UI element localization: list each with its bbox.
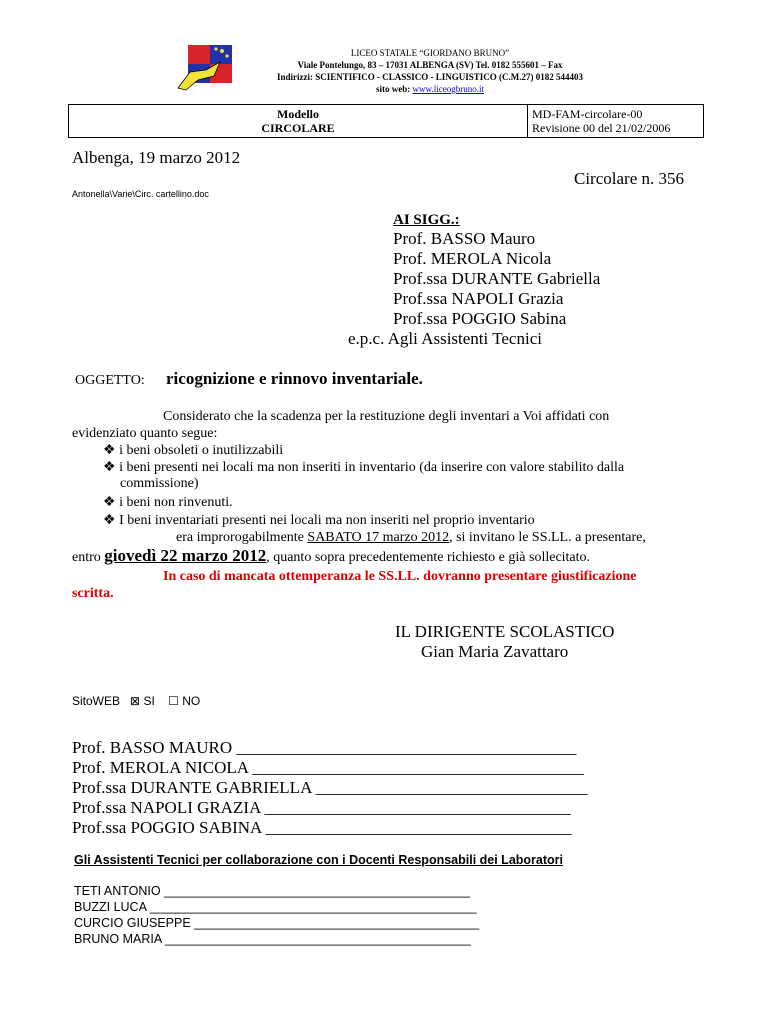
list-item: ❖ i beni presenti nei locali ma non inseriti in inventario (da inserire con valore stabilito dalla: [103, 460, 625, 475]
assistente-line: BUZZI LUCA _______________________________________________: [74, 900, 477, 914]
school-address: Viale Pontelungo, 83 – 17031 ALBENGA (SV) Tel. 0182 555601 – Fax: [297, 60, 563, 70]
list-item: ❖ i beni non rinvenuti.: [103, 495, 233, 510]
list-item: ❖ I beni inventariati presenti nei locali ma non inseriti nel proprio inventario: [103, 513, 535, 528]
signature-line: Prof.ssa POGGIO SABINA ____________________________________: [72, 818, 572, 837]
assistente-line: BRUNO MARIA ____________________________________________: [74, 932, 471, 946]
recipient-name: Prof.ssa DURANTE Gabriella: [393, 269, 601, 288]
signature-name: Gian Maria Zavattaro: [421, 642, 569, 661]
entro-line: entro giovedì 22 marzo 2012, quanto sopra precedentemente richiesto e già sollecitato.: [72, 546, 591, 565]
assistente-line: CURCIO GIUSEPPE _________________________________________: [74, 916, 480, 930]
recipient-name: Prof. MEROLA Nicola: [393, 249, 552, 268]
signature-line: Prof. MEROLA NICOLA _______________________________________: [72, 758, 584, 777]
assistenti-heading: Gli Assistenti Tecnici per collaborazione con i Docenti Responsabili dei Laboratori: [74, 853, 563, 867]
recipients-heading: AI SIGG.:: [393, 212, 460, 228]
file-path: Antonella\Varie\Circ. cartellino.doc: [72, 189, 209, 199]
diamond-bullet-icon: ❖: [103, 460, 116, 475]
oggetto-text: ricognizione e rinnovo inventariale.: [166, 369, 423, 388]
date-line: Albenga, 19 marzo 2012: [72, 148, 241, 167]
unchecked-box-icon[interactable]: ☐: [168, 694, 179, 708]
site-label: sito web:: [376, 84, 411, 94]
school-indirizzi: Indirizzi: SCIENTIFICO - CLASSICO - LINGUISTICO (C.M.27) 0182 544403: [276, 72, 584, 82]
site-link[interactable]: www.liceogbruno.it: [412, 84, 484, 94]
entro-date: giovedì 22 marzo 2012: [104, 546, 267, 565]
recipient-name: Prof.ssa NAPOLI Grazia: [393, 289, 564, 308]
recipient-name: Prof.ssa POGGIO Sabina: [393, 309, 567, 328]
assistente-line: TETI ANTONIO ____________________________________________: [74, 884, 470, 898]
form-code: MD-FAM-circolare-00: [532, 107, 643, 121]
checked-box-icon[interactable]: ⊠: [130, 694, 141, 708]
revision-label: Revisione 00 del 21/02/2006: [532, 121, 671, 135]
sitoweb-no: NO: [182, 694, 201, 708]
modello-label: Modello: [277, 107, 319, 121]
warning-line: In caso di mancata ottemperanza le SS.LL. dovranno presentare giustificazione: [163, 569, 637, 584]
deadline-date: SABATO 17 marzo 2012: [307, 530, 450, 545]
signature-line: Prof. BASSO MAURO ________________________________________: [72, 738, 577, 757]
epc-line: e.p.c. Agli Assistenti Tecnici: [348, 329, 542, 348]
intro-line: evidenziato quanto segue:: [72, 426, 218, 441]
modello-cell: [69, 105, 528, 138]
signature-line: Prof.ssa DURANTE GABRIELLA ________________________________: [72, 778, 588, 797]
signature-line: Prof.ssa NAPOLI GRAZIA ____________________________________: [72, 798, 571, 817]
diamond-bullet-icon: ❖: [103, 495, 116, 510]
school-website: [190, 84, 670, 96]
list-item: ❖ i beni obsoleti o inutilizzabili: [103, 443, 284, 458]
oggetto-label: OGGETTO:: [75, 373, 145, 388]
list-item-continuation: commissione): [120, 476, 199, 491]
sitoweb-yes: SI: [143, 694, 155, 708]
diamond-bullet-icon: ❖: [103, 443, 116, 458]
school-name: LICEO STATALE “GIORDANO BRUNO”: [350, 48, 510, 58]
diamond-bullet-icon: ❖: [103, 513, 116, 528]
circolare-label: CIRCOLARE: [261, 121, 335, 135]
revision-cell: [528, 105, 704, 138]
intro-line: Considerato che la scadenza per la restituzione degli inventari a Voi affidati con: [163, 409, 610, 424]
form-info-box: [68, 104, 704, 138]
sitoweb-label: SitoWEB: [72, 694, 121, 708]
deadline-line: era improrogabilmente SABATO 17 marzo 2012, si invitano le SS.LL. a presentare,: [176, 530, 646, 545]
recipient-name: Prof. BASSO Mauro: [393, 229, 536, 248]
warning-line: scritta.: [72, 586, 114, 601]
sitoweb-row: [72, 694, 200, 708]
circolare-number: Circolare n. 356: [574, 169, 684, 188]
signature-title: IL DIRIGENTE SCOLASTICO: [395, 622, 615, 641]
